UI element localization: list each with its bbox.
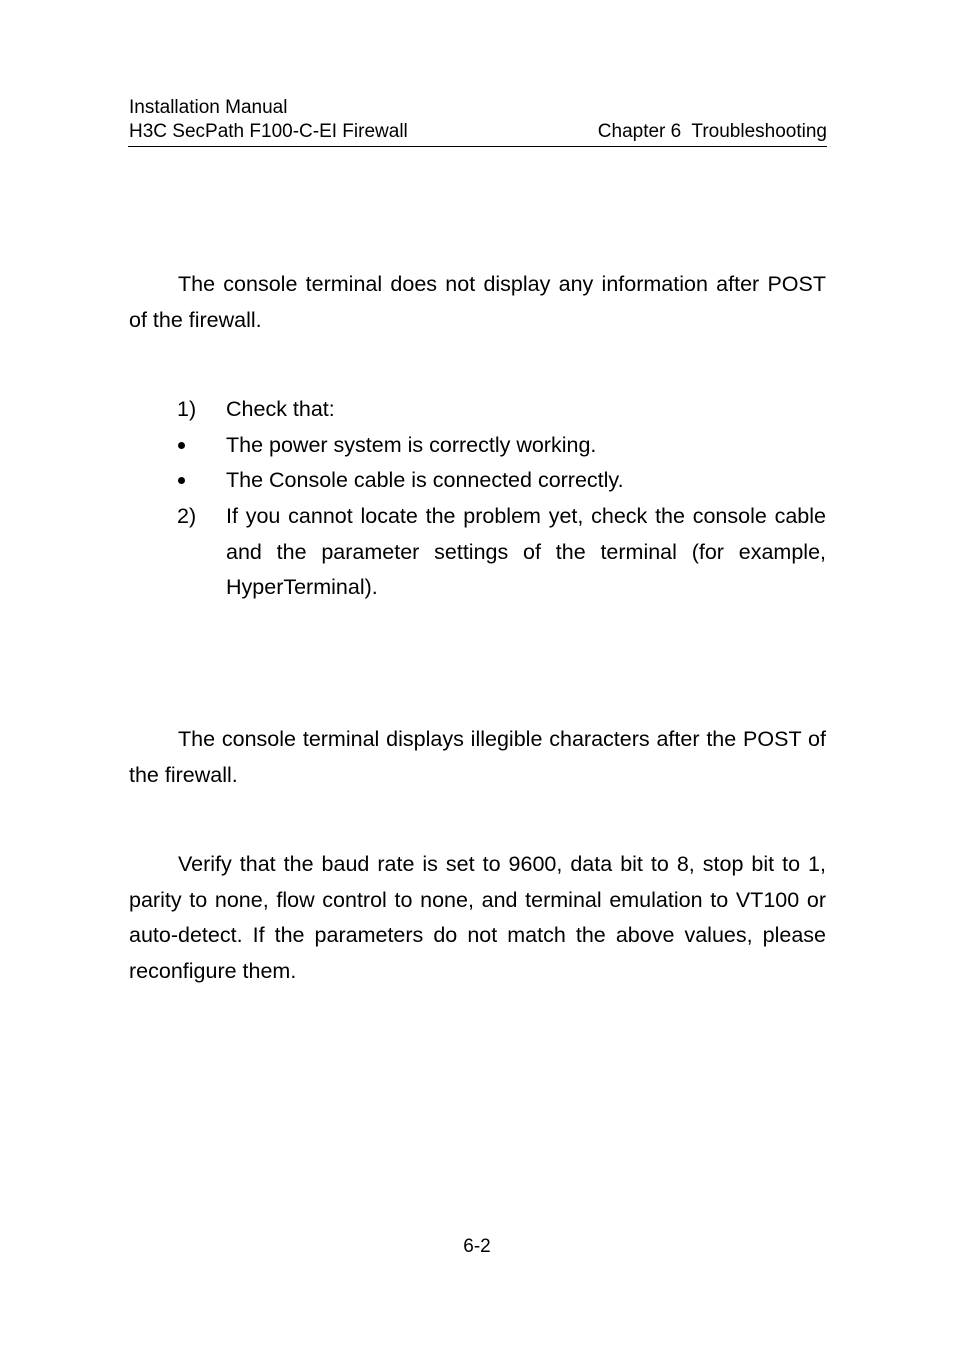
chapter-title: Chapter 6 Troubleshooting (597, 121, 827, 142)
product-name: H3C SecPath F100-C-EI Firewall (129, 121, 408, 142)
symptom-paragraph-1: The console terminal does not display any information after POST of the firewall. (129, 272, 826, 332)
page-number: 6-2 (463, 1236, 491, 1257)
solution-paragraph-2: Verify that the baud rate is set to 9600, data bit to 8, stop bit to 1, parity to none, flow control to none, and terminal emulation to VT100 or auto-detect. If the parameters do not match the above values, please reconfigure them. (129, 852, 826, 983)
manual-title: Installation Manual (129, 97, 288, 118)
list-item-text: The Console cable is connected correctly. (226, 468, 624, 492)
list-item-bullet-cable (129, 463, 826, 499)
list-item-text: The power system is correctly working. (226, 433, 597, 457)
list-item-text: If you cannot locate the problem yet, check the console cable and the parameter settings of the terminal (for example, HyperTerminal). (226, 504, 826, 599)
list-number: 2) (177, 504, 197, 528)
symptom-paragraph-2: The console terminal displays illegible characters after the POST of the firewall. (129, 727, 826, 787)
bullet-icon (178, 442, 185, 449)
list-item-bullet-power (129, 428, 826, 464)
list-item-step-2 (129, 499, 826, 606)
bullet-icon (178, 477, 185, 484)
list-item-text: Check that: (226, 397, 335, 421)
page-header (128, 96, 827, 147)
list-number: 1) (177, 397, 197, 421)
list-item-step-1 (129, 392, 826, 428)
